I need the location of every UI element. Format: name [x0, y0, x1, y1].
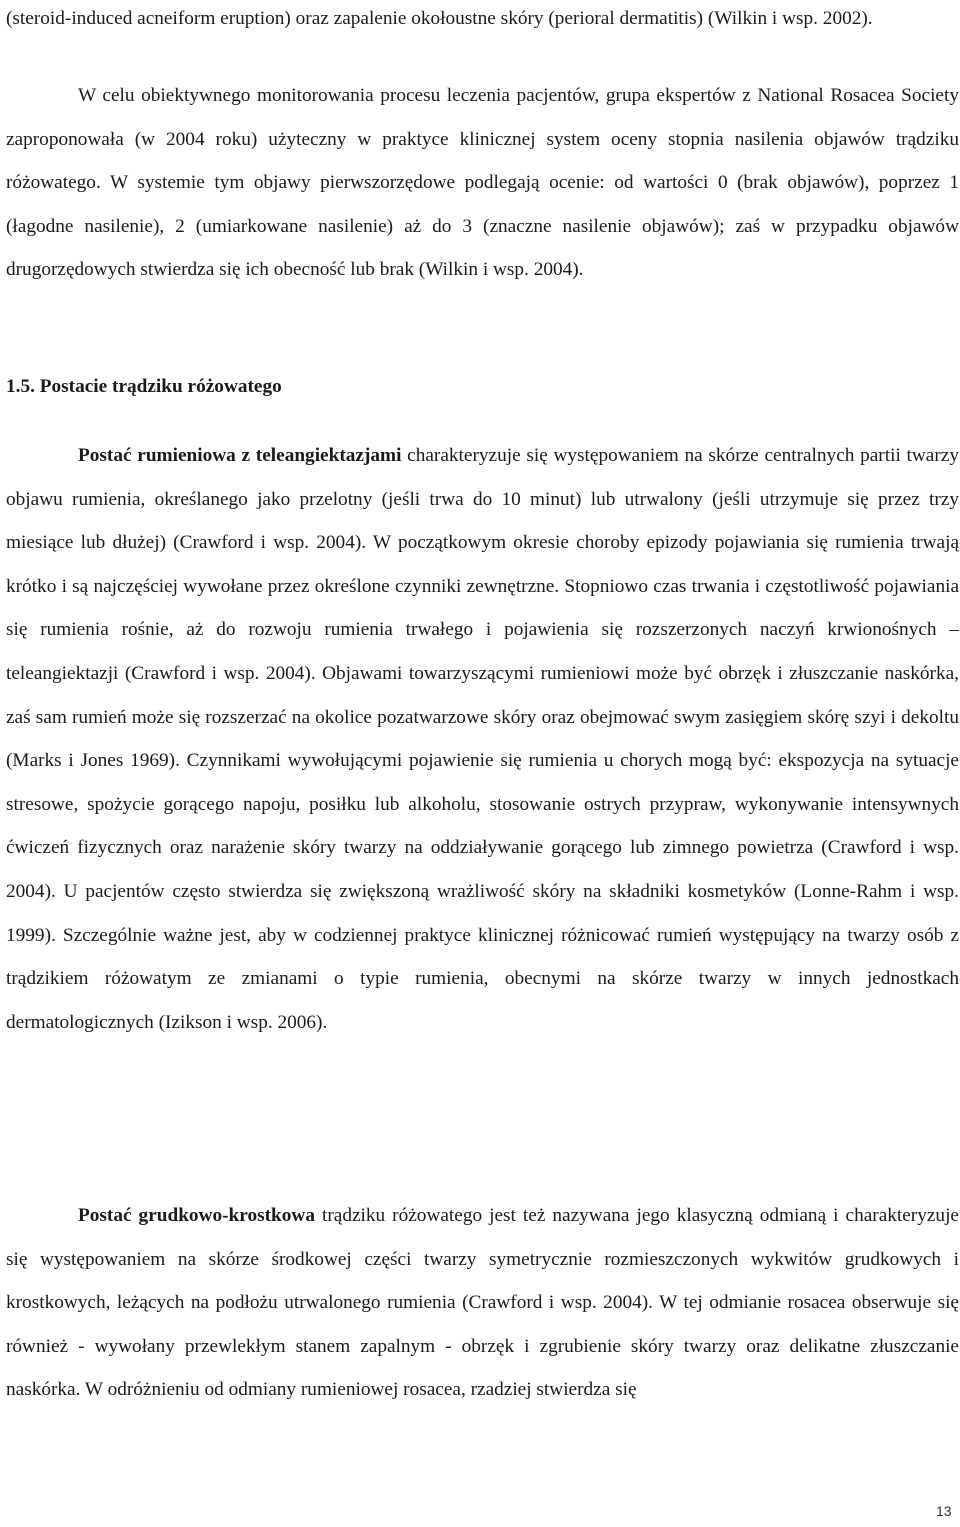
paragraph-severity-scale: W celu obiektywnego monitorowania procesu leczenia pacjentów, grupa ekspertów z National Rosacea Society zaproponowała (w 2004 roku) użyteczny w praktyce klinicznej system oceny stopnia nasilenia objawów trądziku różowatego. W systemie tym objawy pierwszorzędowe podlegają ocenie: od wartości 0 (brak objawów), poprzez 1 (łagodne nasilenie), 2 (umiarkowane nasilenie) aż do 3 (znaczne nasilenie objawów); zaś w przypadku objawów drugorzędowych stwierdza się ich obecność lub brak (Wilkin i wsp. 2004).	[6, 85, 959, 281]
paragraph-body: charakteryzuje się występowaniem na skórze centralnych partii twarzy objawu rumienia, określanego jako przelotny (jeśli trwa do 10 minut) lub utrwalony (jeśli utrzymuje się przez trzy miesiące lub dłużej) (Crawford i wsp. 2004). W początkowym okresie choroby epizody pojawiania się rumienia trwają krótko i są najczęściej wywołane przez określone czynniki zewnętrzne. Stopniowo czas trwania i częstotliwość pojawiania się rumienia rośnie, aż do rozwoju rumienia trwałego i pojawienia się rozszerzonych naczyń krwionośnych – teleangiektazji (Crawford i wsp. 2004). Objawami towarzyszącymi rumieniowi może być obrzęk i złuszczanie naskórka, zaś sam rumień może się rozszerzać na okolice pozatwarzowe skóry oraz obejmować swym zasięgiem skórę szyi i dekoltu (Marks i Jones 1969). Czynnikami wywołującymi pojawienie się rumienia u chorych mogą być: ekspozycja na sytuacje stresowe, spożycie gorącego napoju, posiłku lub alkoholu, stosowanie ostrych przypraw, wykonywanie intensywnych ćwiczeń fizycznych oraz narażenie skóry twarzy na oddziaływanie gorącego lub zimnego powietrza (Crawford i wsp. 2004). U pacjentów często stwierdza się zwiększoną wrażliwość skóry na składniki kosmetyków (Lonne-Rahm i wsp. 1999). Szczególnie ważne jest, aby w codziennej praktyce klinicznej różnicować rumień występujący na twarzy osób z trądzikiem różowatym ze zmianami o typie rumienia, obecnymi na skórze twarzy w innych jednostkach dermatologicznych (Izikson i wsp. 2006).	[6, 445, 959, 1033]
section-heading: 1.5. Postacie trądziku różowatego	[6, 376, 282, 397]
term-erythematotelangiectatic: Postać rumieniowa z teleangiektazjami	[78, 445, 402, 466]
paragraph-continuation: (steroid-induced acneiform eruption) oraz zapalenie okołoustne skóry (perioral dermatitis) (Wilkin i wsp. 2002).	[6, 8, 873, 29]
term-papulopustular: Postać grudkowo-krostkowa	[78, 1205, 315, 1226]
page-number: 13	[936, 1503, 952, 1519]
paragraph-papulopustular	[6, 1194, 959, 1412]
paragraph-body: trądziku różowatego jest też nazywana jego klasyczną odmianą i charakteryzuje się występowaniem na skórze środkowej części twarzy symetrycznie rozmieszczonych wykwitów grudkowych i krostkowych, leżących na podłożu utrwalonego rumienia (Crawford i wsp. 2004). W tej odmianie rosacea obserwuje się również - wywołany przewlekłym stanem zapalnym - obrzęk i zgrubienie skóry twarzy oraz delikatne złuszczanie naskórka. W odróżnieniu od odmiany rumieniowej rosacea, rzadziej stwierdza się	[6, 1205, 959, 1401]
paragraph-erythematotelangiectatic	[6, 434, 959, 1044]
